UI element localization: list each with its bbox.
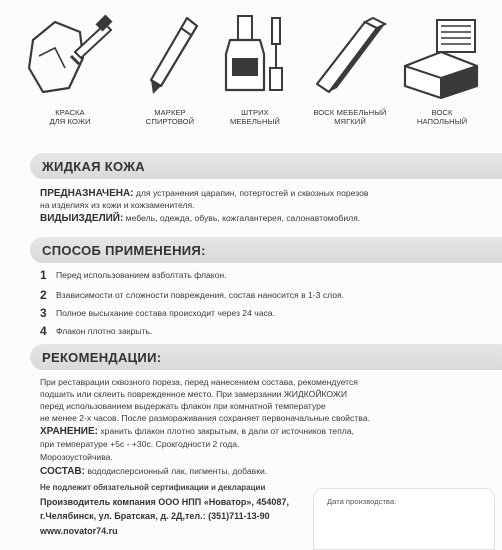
purpose-line: [40, 188, 368, 199]
icon-label-line1: ШТРИХ: [241, 108, 269, 117]
storage-label: ХРАНЕНИЕ:: [40, 426, 98, 437]
composition-text: вододисперсионный лак, пигменты, добавки.: [84, 466, 268, 476]
purpose-text: для устранения царапин, потертостей и сквозных порезов: [133, 188, 369, 198]
step-text: Полное высыхание состава происходит через 24 часа.: [56, 308, 275, 318]
icon-label-line2: МЯГКИЙ: [334, 117, 366, 126]
usage-step: [40, 268, 227, 282]
composition-label: СОСТАВ:: [40, 466, 85, 477]
product-types-text: мебель, одежда, обувь, кожгалантерея, салонавтомобиля.: [123, 213, 361, 223]
certification-note: Не подлежит обязательной сертификации и декларации: [40, 483, 266, 492]
leather-paint-icon: [25, 10, 115, 100]
soft-wax-icon: [305, 10, 395, 100]
section-header-usage: [30, 237, 502, 263]
storage-line: [40, 426, 354, 437]
usage-step: [40, 306, 275, 320]
icon-label-line2: ДЛЯ КОЖИ: [49, 117, 91, 126]
section-title: СПОСОБ ПРИМЕНЕНИЯ:: [42, 243, 206, 258]
manufacturer-name: Производитель компания ООО НПП «Новатор», 454087,: [40, 497, 289, 507]
icon-label-line1: ВОСК МЕБЕЛЬНЫЙ: [313, 108, 387, 117]
production-date-label: Дата производства:: [327, 497, 397, 506]
icon-label-line2: СПИРТОВОЙ: [145, 117, 195, 126]
usage-step: [40, 324, 152, 338]
section-title: РЕКОМЕНДАЦИИ:: [42, 350, 162, 365]
spirit-marker-icon: [125, 10, 215, 100]
section-title: ЖИДКАЯ КОЖА: [42, 159, 145, 174]
recommendation-text: не менее 2-х часов. После размораживания сохраняет первоначальные свойства.: [40, 413, 370, 423]
icon-label-line1: МАРКЕР: [154, 108, 186, 117]
recommendation-text: подшить или склеить поврежденное место. При замерзании ЖИДКОЙКОЖИ: [40, 389, 348, 399]
recommendation-text: перед использованием выдержать флакон при комнатной температуре: [40, 401, 326, 411]
storage-frost-note: Морозоустойчива.: [40, 452, 113, 462]
step-number: 3: [40, 306, 47, 320]
icon-cell-corrector: [205, 10, 305, 135]
section-header-recommendations: [30, 344, 502, 370]
icon-cell-leather-paint: [20, 10, 120, 135]
manufacturer-website: www.novator74.ru: [40, 526, 118, 536]
step-number: 4: [40, 324, 47, 338]
storage-text: хранить флакон плотно закрытым, в дали от источников тепла,: [97, 426, 354, 436]
step-number: 2: [40, 288, 47, 302]
icon-label-line2: МЕБЕЛЬНЫЙ: [230, 117, 280, 126]
product-types-line: [40, 213, 360, 224]
step-number: 1: [40, 268, 47, 282]
storage-text-continued: при температуре +5с - +30с. Срокгодности 2 года.: [40, 439, 240, 449]
icon-label-line1: КРАСКА: [55, 108, 85, 117]
section-header-liquid-leather: [30, 153, 502, 179]
purpose-text-continued: на изделиях из кожи и кожзаменителя.: [40, 200, 195, 210]
product-types-label: ВИДЫИЗДЕЛИЙ:: [40, 213, 124, 224]
product-icons-row: [0, 0, 502, 150]
purpose-label: ПРЕДНАЗНАЧЕНА:: [40, 188, 134, 199]
recommendation-text: При реставрации сквозного пореза, перед нанесением состава, рекомендуется: [40, 377, 358, 387]
icon-cell-floor-wax: [392, 10, 492, 135]
step-text: Флакон плотно закрыть.: [56, 326, 153, 336]
icon-cell-soft-wax: [300, 10, 400, 135]
icon-label-line1: ВОСК: [431, 108, 453, 117]
manufacturer-address: г.Челябинск, ул. Братская, д. 2Д,тел.: (351)711-13-90: [40, 511, 270, 521]
step-text: Взависимости от сложности повреждения, состав наносится в 1-3 слоя.: [56, 290, 345, 300]
floor-wax-icon: [397, 10, 487, 100]
icon-label-line2: НАПОЛЬНЫЙ: [416, 117, 468, 126]
furniture-corrector-icon: [210, 10, 300, 100]
usage-step: [40, 288, 344, 302]
composition-line: [40, 466, 267, 477]
step-text: Перед использованием взболтать флакон.: [56, 270, 227, 280]
production-date-box: [313, 488, 495, 550]
